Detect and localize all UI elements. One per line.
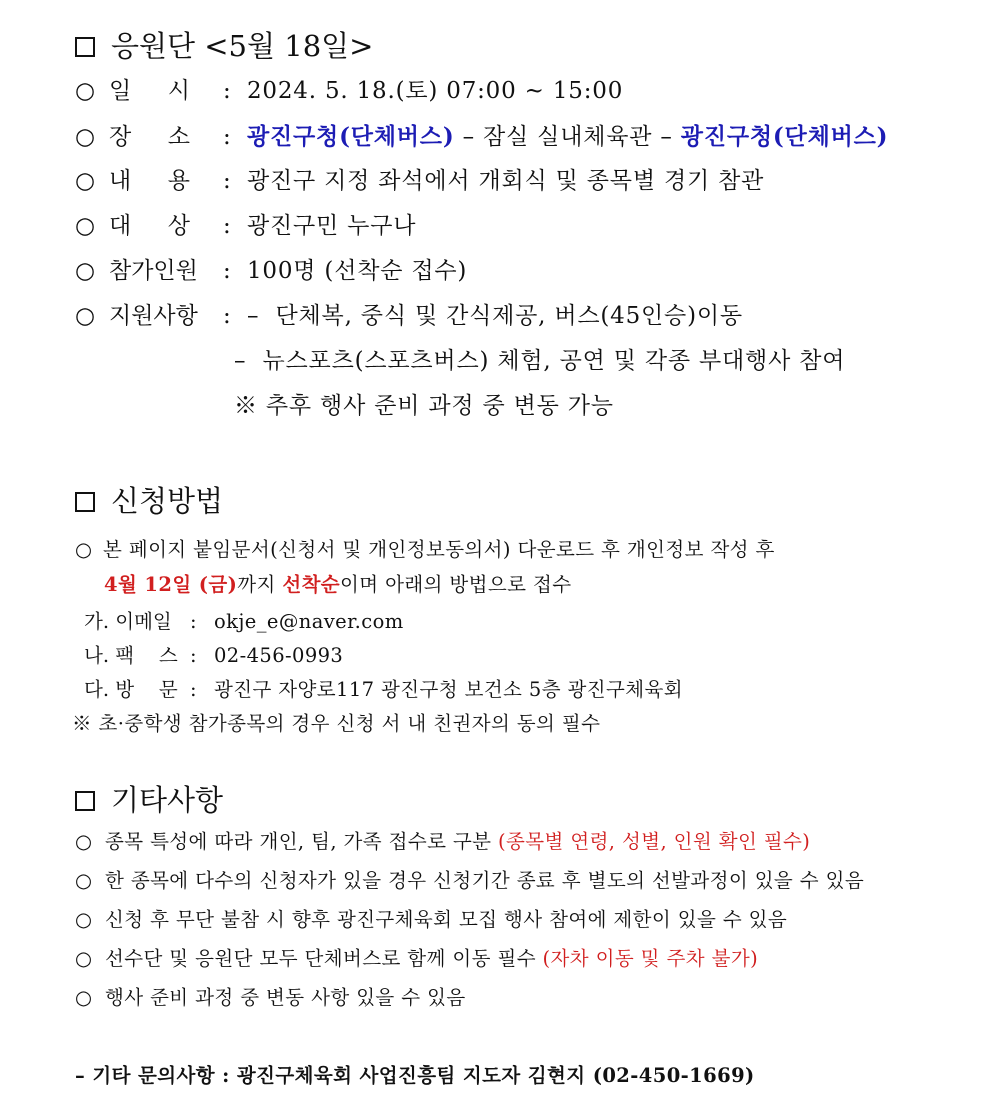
place-start: 광진구청(단체버스) (247, 123, 455, 150)
bullet: ○ (75, 986, 93, 1009)
row-label: 대 상 (109, 213, 190, 239)
misc-text: 선수단 및 응원단 모두 단체버스로 함께 이동 필수 (105, 947, 543, 970)
method-visit (84, 680, 683, 700)
colon: : (223, 258, 232, 284)
section3-heading (75, 783, 224, 817)
bullet: ○ (75, 168, 96, 194)
info-row-target (75, 215, 416, 238)
bullet: ○ (75, 538, 93, 561)
misc-text: 신청 후 무단 불참 시 향후 광진구체육회 모집 행사 참여에 제한이 있을 수 있음 (105, 908, 788, 931)
deadline-date: 4월 12일 (금) (104, 573, 238, 596)
bullet: ○ (75, 947, 93, 970)
colon: : (223, 168, 232, 194)
contact-footer: – 기타 문의사항 : 광진구체육회 사업진흥팀 지도자 김현지 (02-450-1669) (75, 1064, 755, 1087)
place-end: 광진구청(단체버스) (680, 123, 889, 150)
method-fax (84, 646, 343, 666)
misc-text: 한 종목에 다수의 신청자가 있을 경우 신청기간 종료 후 별도의 선발과정이 있을 수 있음 (105, 869, 865, 892)
misc-item (75, 988, 466, 1008)
bullet: ○ (75, 124, 96, 150)
section3-title: 기타사항 (111, 783, 224, 817)
section2-heading (75, 484, 224, 518)
row-label: 장 소 (109, 124, 190, 150)
checkbox-square-icon (75, 492, 95, 512)
apply-deadline (104, 575, 571, 595)
checkbox-square-icon (75, 37, 95, 57)
misc-red-note: (종목별 연령, 성별, 인원 확인 필수) (498, 830, 811, 853)
section2-title: 신청방법 (111, 484, 224, 518)
row-label: 내 용 (109, 168, 190, 194)
row-value: 2024. 5. 18.(토) 07:00 ~ 15:00 (247, 78, 624, 104)
apply-intro (75, 540, 775, 560)
method-value: 광진구 자양로117 광진구청 보건소 5층 광진구체육회 (214, 678, 683, 701)
colon: : (190, 610, 197, 633)
checkbox-square-icon (75, 791, 95, 811)
colon: : (190, 644, 197, 667)
method-label: 가. 이메일 (84, 610, 172, 633)
method-email (84, 612, 404, 632)
colon: : (223, 78, 232, 104)
row-value: 광진구 지정 좌석에서 개회식 및 종목별 경기 참관 (247, 168, 765, 194)
misc-red-note: (자차 이동 및 주차 불가) (542, 947, 759, 970)
info-row-support (75, 305, 743, 328)
method-label: 다. 방 문 (84, 678, 178, 701)
bullet: ○ (75, 213, 96, 239)
info-row-content (75, 170, 764, 193)
misc-item (75, 910, 787, 930)
row-value: – 단체복, 중식 및 간식제공, 버스(45인승)이동 (247, 303, 743, 329)
bullet: ○ (75, 830, 93, 853)
colon: : (223, 124, 232, 150)
row-value: 100명 (선착순 접수) (247, 258, 468, 284)
misc-item (75, 949, 758, 969)
place-mid: – 잠실 실내체육관 – (454, 124, 681, 150)
method-label: 나. 팩 스 (84, 644, 178, 667)
deadline-mid: 까지 (237, 573, 283, 596)
bullet: ○ (75, 869, 93, 892)
section1-heading (75, 29, 374, 63)
support-line-2: – 뉴스포츠(스포츠버스) 체험, 공연 및 각종 부대행사 참여 (234, 348, 846, 374)
bullet: ○ (75, 78, 96, 104)
row-label: 일 시 (109, 78, 190, 104)
misc-text: 종목 특성에 따라 개인, 팀, 가족 접수로 구분 (105, 830, 499, 853)
method-value: okje_e@naver.com (214, 610, 404, 633)
info-row-date (75, 80, 623, 103)
row-label: 참가인원 (109, 258, 198, 284)
support-note: ※ 추후 행사 준비 과정 중 변동 가능 (234, 393, 614, 419)
apply-intro-text: 본 페이지 붙임문서(신청서 및 개인정보동의서) 다운로드 후 개인정보 작성 후 (103, 538, 775, 561)
colon: : (190, 678, 197, 701)
method-value: 02-456-0993 (214, 644, 344, 667)
bullet: ○ (75, 258, 96, 284)
misc-text: 행사 준비 과정 중 변동 사항 있을 수 있음 (105, 986, 466, 1009)
info-row-participants (75, 260, 467, 283)
bullet: ○ (75, 303, 96, 329)
row-value: 광진구민 누구나 (247, 213, 417, 239)
bullet: ○ (75, 908, 93, 931)
section1-title: 응원단 <5월 18일> (111, 29, 374, 63)
colon: : (223, 213, 232, 239)
deadline-tail: 이며 아래의 방법으로 접수 (340, 573, 572, 596)
first-come-label: 선착순 (282, 573, 341, 596)
apply-note: ※ 초·중학생 참가종목의 경우 신청 서 내 친권자의 동의 필수 (72, 712, 601, 735)
misc-item (75, 832, 810, 852)
misc-item (75, 871, 864, 891)
row-label: 지원사항 (109, 303, 198, 329)
colon: : (223, 303, 232, 329)
info-row-place (75, 125, 888, 149)
